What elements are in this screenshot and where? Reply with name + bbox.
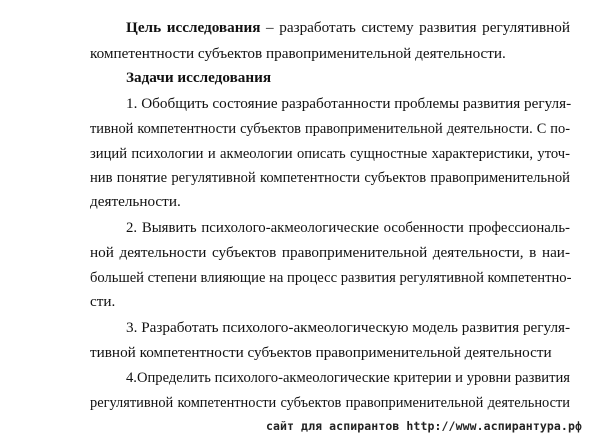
task-1-line-2: тивной компетентности субъектов правоприменительной деятельности. С по-	[90, 121, 570, 137]
task-2-line-1: 2. Выявить психолого-акмеологические особенности профессиональ-	[126, 220, 570, 236]
site-watermark: сайт для аспирантов http://www.аспирантура.рф	[265, 419, 582, 433]
task-2-line-4: сти.	[90, 293, 116, 310]
task-1-line-3: зиций психологии и акмеологии описать сущностные характеристики, уточ-	[90, 146, 570, 162]
task-4-line-1: 4.Определить психолого-акмеологические критерии и уровни развития	[126, 370, 570, 386]
goal-text: – разработать систему развития регулятивной	[260, 19, 570, 36]
task-3-line-2: тивной компетентности субъектов правоприменительной деятельности	[90, 344, 552, 361]
goal-line-2: компетентности субъектов правоприменительной деятельности.	[90, 45, 506, 62]
task-3-line-1: 3. Разработать психолого-акмеологическую модель развития регуля-	[126, 319, 571, 336]
task-1-line-5: деятельности.	[90, 193, 181, 210]
task-1-line-1: 1. Обобщить состояние разработанности проблемы развития регуля-	[126, 95, 572, 112]
task-2-line-2: ной деятельности субъектов правоприменительной деятельности, в наи-	[90, 244, 570, 261]
task-4-line-2: регулятивной компетентности субъектов правоприменительной деятельности	[90, 395, 570, 411]
tasks-heading: Задачи исследования	[126, 69, 272, 86]
task-1-line-4: нив понятие регулятивной компетентности субъектов правоприменительной	[90, 170, 570, 186]
goal-heading: Цель исследования	[126, 19, 261, 36]
task-2-line-3: большей степени влияющие на процесс развития регулятивной компетентно-	[90, 270, 572, 286]
goal-line-1	[126, 18, 570, 38]
